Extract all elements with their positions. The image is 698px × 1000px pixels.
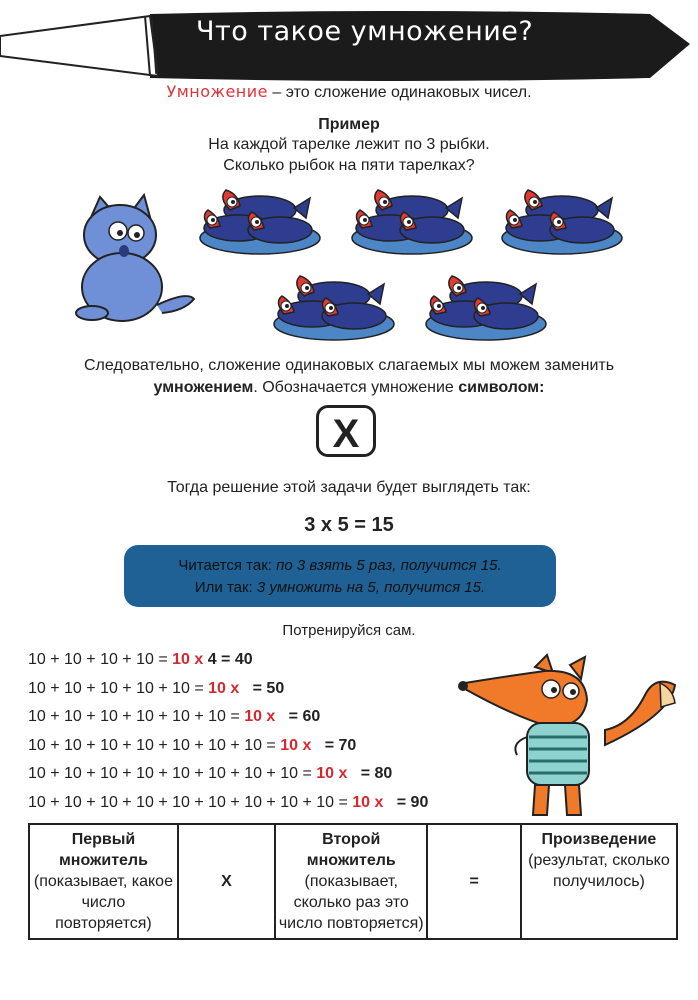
exercise-sum: 10 + 10 + 10 + 10 + 10 + 10 + 10 + 10 + 10 =	[28, 794, 353, 811]
exercise-factor: 10 x	[280, 737, 312, 754]
second-factor-title: Второй множитель	[306, 831, 396, 869]
exercise-row	[28, 737, 356, 755]
exercise-blank[interactable]	[275, 708, 284, 725]
second-factor-cell	[275, 824, 427, 939]
product-title: Произведение	[541, 831, 657, 848]
reading-prefix-2: Или так:	[194, 579, 257, 596]
reading-italic-1: по 3 взять 5 раз, получится 15.	[276, 557, 502, 574]
then-line: Тогда решение этой задачи будет выглядеть так:	[167, 479, 531, 496]
exercise-row	[28, 651, 253, 669]
product-cell	[521, 824, 677, 939]
exercise-factor: 10 x	[316, 765, 348, 782]
example-heading: Пример	[318, 116, 380, 133]
reading-line-1	[124, 555, 556, 577]
exercise-factor: 10 x	[352, 794, 384, 811]
fish-plate	[272, 274, 402, 346]
fish-plate	[500, 188, 630, 260]
first-factor-desc: (показывает, какое число повторяется)	[33, 873, 173, 932]
exercise-row	[28, 708, 320, 726]
exercise-factor: 10 x	[172, 651, 204, 668]
second-factor-desc: (показывает, сколько раз это число повторяется)	[278, 873, 424, 932]
exercise-sum: 10 + 10 + 10 + 10 + 10 =	[28, 680, 209, 697]
exercise-result: = 60	[284, 708, 321, 725]
fox-illustration	[455, 655, 685, 820]
therefore-line-2	[0, 379, 698, 397]
exercise-result: = 90	[392, 794, 429, 811]
exercise-sum: 10 + 10 + 10 + 10 + 10 + 10 + 10 =	[28, 737, 281, 754]
cat-illustration	[62, 195, 197, 325]
exercise-result: = 70	[320, 737, 357, 754]
exercise-sum: 10 + 10 + 10 + 10 + 10 + 10 =	[28, 708, 245, 725]
example-line-2: Сколько рыбок на пяти тарелках?	[223, 157, 475, 174]
exercise-blank[interactable]	[383, 794, 392, 811]
exercise-blank[interactable]	[239, 680, 248, 697]
times-sign-cell: X	[178, 824, 275, 939]
reading-line-2	[124, 577, 556, 599]
first-factor-cell	[29, 824, 178, 939]
reading-italic-2: 3 умножить на 5, получится 15.	[256, 579, 486, 596]
therefore-mid: . Обозначается умножение	[253, 379, 459, 396]
therefore-line-1: Следовательно, сложение одинаковых слагаемых мы можем заменить	[83, 357, 615, 374]
multiplication-symbol: X	[316, 405, 376, 457]
equals-sign-cell: =	[427, 824, 520, 939]
exercise-row	[28, 765, 392, 783]
exercise-row	[28, 680, 284, 698]
fish-plate	[198, 188, 328, 260]
product-desc: (результат, сколько получилось)	[528, 852, 670, 890]
exercise-sum: 10 + 10 + 10 + 10 =	[28, 651, 173, 668]
exercise-answer: 4	[203, 651, 217, 668]
summary-table	[28, 823, 678, 940]
page-title: Что такое умножение?	[196, 16, 534, 47]
fish-plate	[350, 188, 480, 260]
equation: 3 x 5 = 15	[304, 514, 394, 536]
exercise-factor: 10 x	[208, 680, 240, 697]
fish-plate	[424, 274, 554, 346]
exercise-result: = 40	[216, 651, 253, 668]
reading-prefix-1: Читается так:	[178, 557, 277, 574]
therefore-bold-multiplication: умножением	[153, 379, 254, 396]
definition	[0, 82, 698, 102]
exercise-sum: 10 + 10 + 10 + 10 + 10 + 10 + 10 + 10 =	[28, 765, 317, 782]
exercise-result: = 80	[356, 765, 393, 782]
definition-text: – это сложение одинаковых чисел.	[267, 84, 532, 101]
practice-heading: Потренируйся сам.	[282, 622, 416, 639]
exercise-row	[28, 794, 428, 812]
exercise-factor: 10 x	[244, 708, 276, 725]
first-factor-title: Первый множитель	[58, 831, 148, 869]
reading-box	[124, 545, 556, 607]
example-line-1: На каждой тарелке лежит по 3 рыбки.	[208, 136, 490, 153]
therefore-bold-symbol: символом:	[458, 379, 545, 396]
exercise-blank[interactable]	[311, 737, 320, 754]
exercise-result: = 50	[248, 680, 285, 697]
definition-term: Умножение	[166, 82, 268, 101]
exercise-blank[interactable]	[347, 765, 356, 782]
